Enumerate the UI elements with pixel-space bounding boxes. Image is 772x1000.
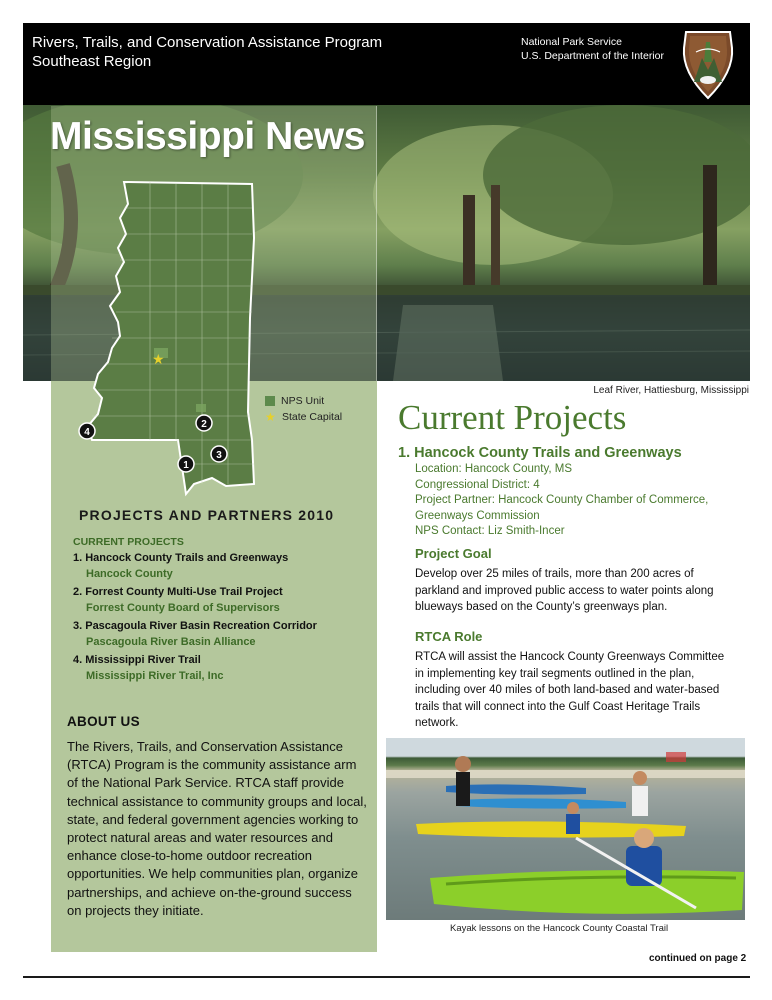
projects-partners-heading: PROJECTS AND PARTNERS 2010 <box>79 507 335 523</box>
map-marker-1 <box>178 456 194 472</box>
svg-text:4: 4 <box>84 427 90 438</box>
star-icon: ★ <box>265 410 276 424</box>
project-goal-text: Develop over 25 miles of trails, more than 200 acres of parkland and improved public access to water points along blueways based on the County’s greenways plan. <box>415 568 714 613</box>
project-partner: Hancock County <box>86 568 173 580</box>
kayak-caption: Kayak lessons on the Hancock County Coastal Trail <box>450 923 669 934</box>
list-item <box>73 584 317 616</box>
project-title: 1. Hancock County Trails and Greenways <box>398 445 682 461</box>
agency-line2: U.S. Department of the Interior <box>521 50 664 62</box>
footer-divider <box>23 976 750 978</box>
program-line1: Rivers, Trails, and Conservation Assistance Program <box>32 34 383 51</box>
nps-unit-swatch-icon <box>265 396 275 406</box>
continued-on-page: continued on page 2 <box>649 953 747 964</box>
kayak-illustration <box>386 738 745 920</box>
list-item <box>73 618 317 650</box>
project-partner: Pascagoula River Basin Alliance <box>86 636 256 648</box>
legend-nps-unit-label: NPS Unit <box>281 395 325 407</box>
project-goal-heading: Project Goal <box>415 546 492 561</box>
project-district: Congressional District: 4 <box>415 478 540 491</box>
about-text: The Rivers, Trails, and Conservation Assistance (RTCA) Program is the community assistance arm of the National Park Service. RTCA staff provide technical assistance to community groups and local, state, and federal government agencies working to protect natural areas and water resources and enhance close-to-home outdoor recreation opportunities. We help communities plan, organize partnerships, and achieve on-the-ground success on projects they initiate. <box>67 739 367 918</box>
project-name: 1. Hancock County Trails and Greenways <box>73 552 289 564</box>
project-partner-line2: Greenways Commission <box>415 509 540 522</box>
svg-text:1: 1 <box>183 460 189 471</box>
rtca-role-text: RTCA will assist the Hancock County Greenways Committee in implementing key trail segments outlined in the plan, including over 40 miles of both land-based and water-based trails that will connect into the Gulf Coast Heritage Trails network. <box>415 651 725 729</box>
legend-nps-unit <box>265 393 342 409</box>
current-projects-heading: Current Projects <box>398 398 627 437</box>
map-marker-2 <box>196 415 212 431</box>
project-partner: Forrest County Board of Supervisors <box>86 602 280 614</box>
page-title: Mississippi News <box>50 115 365 158</box>
current-projects-label: CURRENT PROJECTS <box>73 536 184 548</box>
project-name: 3. Pascagoula River Basin Recreation Corridor <box>73 620 317 632</box>
svg-text:3: 3 <box>216 450 222 461</box>
project-location: Location: Hancock County, MS <box>415 463 573 475</box>
map-marker-4 <box>79 423 95 439</box>
nps-arrowhead-logo <box>680 28 736 100</box>
kayak-photo <box>386 738 745 920</box>
legend-state-capital-label: State Capital <box>282 411 343 423</box>
rtca-role-heading: RTCA Role <box>415 629 483 644</box>
project-contact: NPS Contact: Liz Smith-Incer <box>415 525 565 537</box>
about-heading: ABOUT US <box>67 714 140 729</box>
agency-title <box>521 35 664 63</box>
project-partner-line1: Project Partner: Hancock County Chamber of Commerce, <box>415 494 709 506</box>
header-bar <box>23 23 750 105</box>
program-title <box>32 33 382 71</box>
list-item <box>73 550 317 582</box>
project-list <box>73 550 317 686</box>
program-line2: Southeast Region <box>32 53 152 70</box>
map-legend <box>265 393 342 425</box>
list-item <box>73 652 317 684</box>
legend-state-capital <box>265 409 342 425</box>
hero-caption: Leaf River, Hattiesburg, Mississippi <box>593 385 749 396</box>
project-name: 2. Forrest County Multi-Use Trail Project <box>73 586 283 598</box>
project-name: 4. Mississippi River Trail <box>73 654 201 666</box>
map-marker-3 <box>211 446 227 462</box>
mississippi-map <box>76 178 266 498</box>
svg-text:2: 2 <box>201 419 207 430</box>
project-details <box>415 462 708 540</box>
project-partner: Mississippi River Trail, Inc <box>86 670 224 682</box>
agency-line1: National Park Service <box>521 36 622 48</box>
state-capital-star-icon: ★ <box>152 352 165 368</box>
